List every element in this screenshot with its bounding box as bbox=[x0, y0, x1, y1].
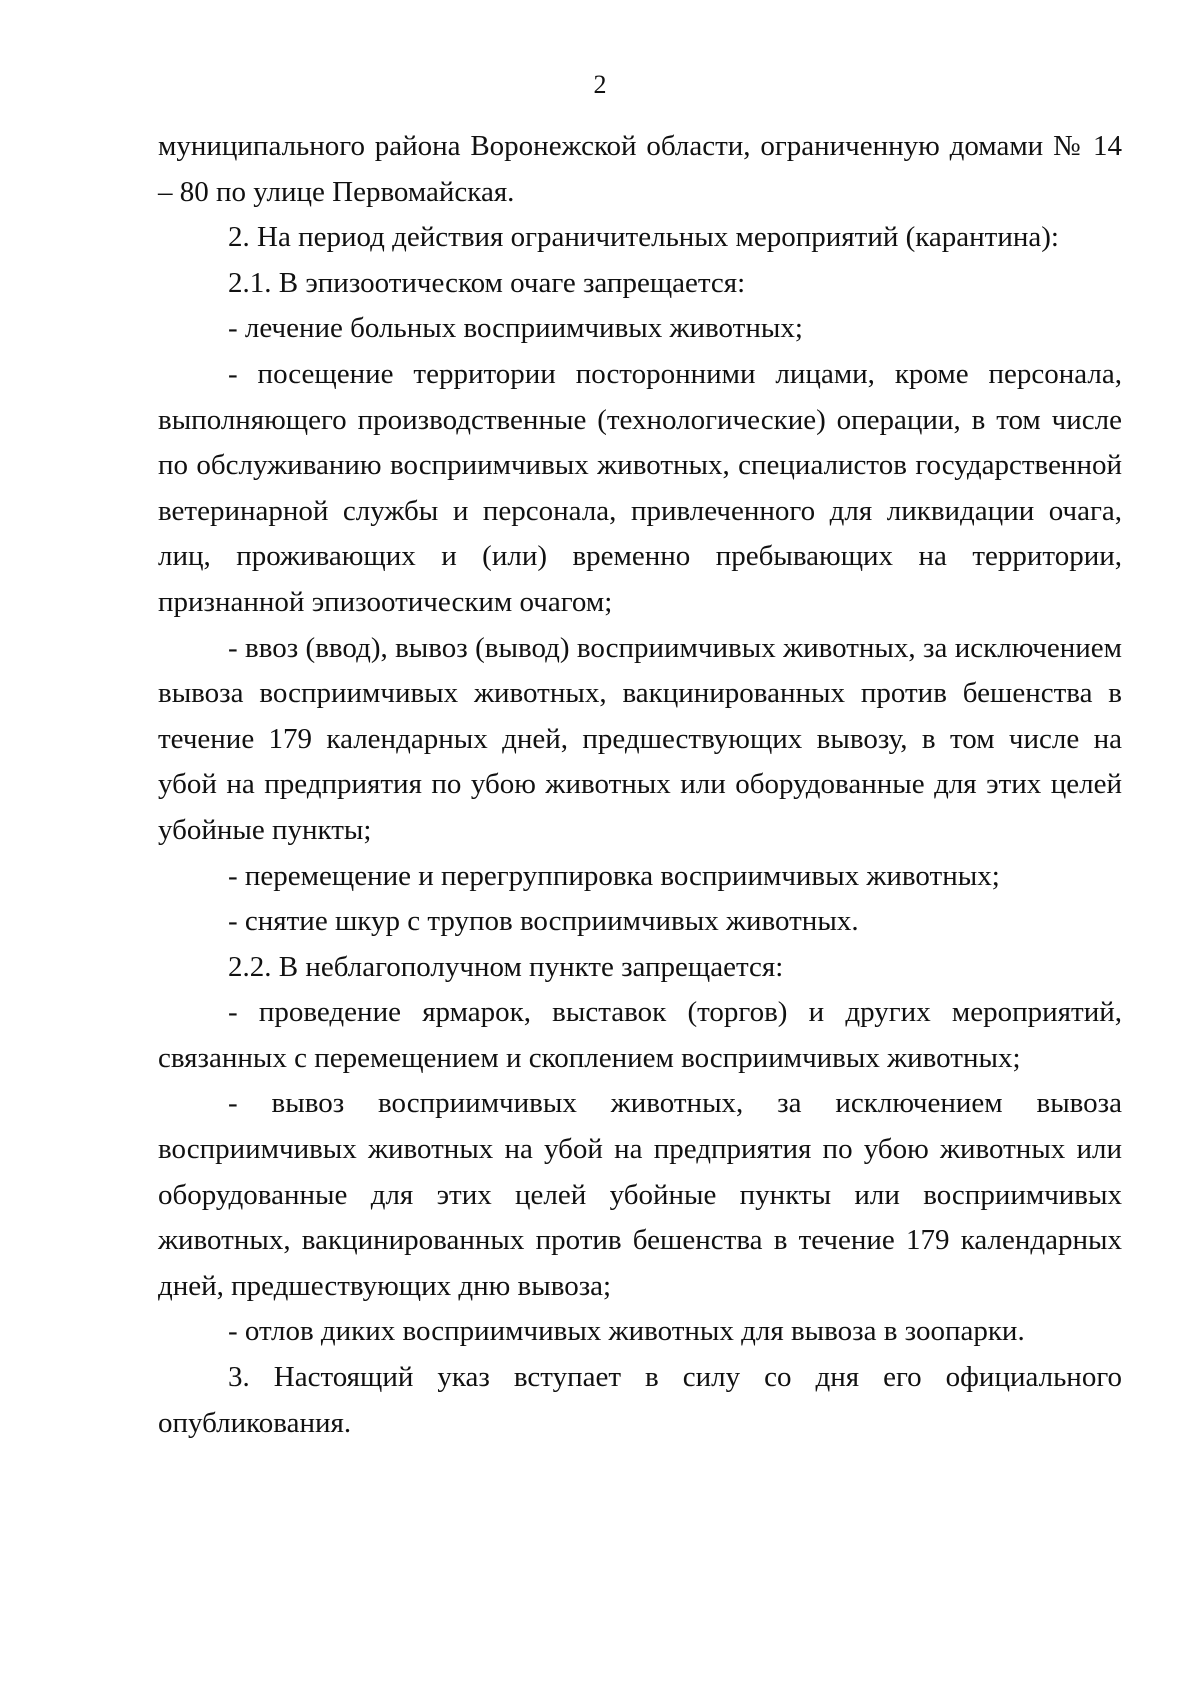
list-item-skinning-ban: - снятие шкур с трупов восприимчивых животных. bbox=[228, 905, 859, 938]
list-item-visit-ban: - посещение территории посторонними лицами, кроме персонала, выполняющего производственные (технологические) операции, в том числе по обслуживанию восприимчивых животных, специалистов государственной ветеринарной службы и персонала, привлеченного для ликвидации очага, лиц, проживающих и (или) временно пребывающих на территории, признанной эпизоотическим очагом; bbox=[158, 357, 1122, 618]
list-item-treatment-ban: - лечение больных восприимчивых животных; bbox=[228, 312, 803, 345]
paragraph-item-2: 2. На период действия ограничительных мероприятий (карантина): bbox=[228, 221, 1059, 254]
paragraph-item-3: 3. Настоящий указ вступает в силу со дня его официального опубликования. bbox=[158, 1361, 1122, 1439]
list-item-fairs-ban: - проведение ярмарок, выставок (торгов) и других мероприятий, связанных с перемещением и скоплением восприимчивых животных; bbox=[158, 996, 1122, 1074]
list-item-capture-ban: - отлов диких восприимчивых животных для вывоза в зоопарки. bbox=[228, 1315, 1025, 1348]
list-item-import-export-ban: - ввоз (ввод), вывоз (вывод) восприимчивых животных, за исключением вывоза восприимчивых животных, вакцинированных против бешенства в течение 179 календарных дней, предшествующих вывозу, в том числе на убой на предприятия по убою животных или оборудованные для этих целей убойные пункты; bbox=[158, 631, 1122, 846]
paragraph-item-2-2: 2.2. В неблагополучном пункте запрещается: bbox=[228, 950, 784, 983]
page-number: 2 bbox=[593, 70, 607, 99]
list-item-export-ban: - вывоз восприимчивых животных, за исключением вывоза восприимчивых животных на убой на предприятия по убою животных или оборудованные для этих целей убойные пункты или восприимчивых животных, вакцинированных против бешенства в течение 179 календарных дней, предшествующих дню вывоза; bbox=[158, 1087, 1122, 1302]
document-body bbox=[158, 124, 1122, 1446]
paragraph-item-2-1: 2.1. В эпизоотическом очаге запрещается: bbox=[228, 266, 746, 299]
list-item-movement-ban: - перемещение и перегруппировка восприимчивых животных; bbox=[228, 859, 1000, 892]
paragraph-continuation: муниципального района Воронежской области, ограниченную домами № 14 – 80 по улице Первомайская. bbox=[158, 130, 1122, 208]
